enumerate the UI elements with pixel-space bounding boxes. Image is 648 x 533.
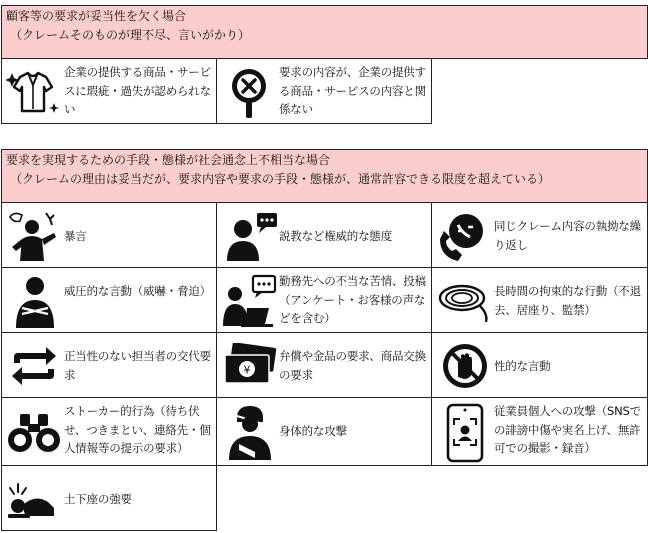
section2-item-text: ストーカー的行為（待ち伏せ、つきまとい、連絡先・個人情報等の提示の要求）: [64, 404, 211, 455]
section2-item-text: 同じクレーム内容の執拗な繰り返し: [494, 219, 641, 252]
section2-item-personal-attack: [431, 397, 648, 466]
section2-item-text: 威圧的な言動（威嚇・脅迫）: [64, 284, 211, 298]
section2-item-text: 暴言: [64, 229, 87, 243]
section2-item-physical-attack: [216, 397, 432, 466]
section1-title: 顧客等の要求が妥当性を欠く場合: [6, 9, 187, 23]
section2-item-dogeza: [1, 465, 217, 531]
section2-item-text: 身体的な攻撃: [279, 424, 347, 438]
section1-item-unrelated: [216, 58, 432, 124]
section2-item-text: 正当性のない担当者の交代要求: [64, 349, 211, 382]
section2-item-text: 従業員個人への攻撃（SNSでの誹謗中傷や実名上げ、無許可での撮影・録音）: [494, 404, 641, 455]
smartphone-face-icon: [444, 403, 486, 463]
section2-item-restraint: [431, 267, 648, 333]
section2-item-compensation: [216, 332, 432, 398]
section1-item-text: 企業の提供する商品・サービスに瑕疵・過失が認められない: [64, 65, 211, 116]
section1-subtitle: （クレームそのものが理不尽、言いがかり）: [10, 28, 251, 42]
injured-person-icon: [225, 404, 275, 462]
binoculars-icon: [6, 410, 62, 456]
lasso-icon: [436, 278, 492, 324]
money-bills-icon: [221, 343, 279, 389]
section2-item-text: 勤務先への不当な苦情、投稿（アンケート・お客様の声などを含む）: [279, 274, 426, 325]
section2-item-intimidation: [1, 267, 217, 333]
shirt-sparkle-icon: [6, 65, 60, 119]
kneeling-person-icon: [6, 476, 64, 522]
section2-header: [1, 149, 648, 203]
section2-item-text: 土下座の強要: [64, 492, 132, 506]
section2-item-sexual: [431, 332, 648, 398]
laptop-person-icon: [221, 274, 279, 330]
section2-item-text: 説教など権威的な態度: [279, 229, 392, 243]
section2-item-stalking: [1, 397, 217, 466]
section2-item-complaints-posting: [216, 267, 432, 333]
section1-item-quality: [1, 58, 217, 124]
section2-item-text: 長時間の拘束的な行動（不退去、居座り、監禁）: [494, 284, 641, 317]
section2-item-staff-change: [1, 332, 217, 398]
magnifier-x-icon: [225, 64, 275, 120]
section2-item-text: 弁償や金品の要求、商品交換の要求: [279, 349, 426, 382]
section2-item-text: 性的な言動: [494, 359, 551, 373]
section2-item-abusive-language: [1, 202, 217, 268]
angry-person-icon: [6, 209, 62, 263]
phone-call-icon: [436, 211, 490, 263]
section1-header: [1, 5, 648, 59]
section2-item-authoritative: [216, 202, 432, 268]
section2-title: 要求を実現するための手段・態様が社会通念上不相当な場合: [6, 153, 331, 167]
lecturing-person-icon: [221, 211, 279, 263]
svg-text:¥: ¥: [243, 363, 251, 377]
swap-arrows-icon: [8, 343, 60, 389]
arms-crossed-person-icon: [10, 274, 60, 330]
no-touching-icon: [440, 341, 490, 391]
section2-item-repetition: [431, 202, 648, 268]
section1-item-text: 要求の内容が、企業の提供する商品・サービスの内容と関係ない: [279, 65, 426, 116]
section2-subtitle: （クレームの理由は妥当だが、要求内容や要求の手段・態様が、通常許容できる限度を超えている）: [10, 172, 551, 186]
